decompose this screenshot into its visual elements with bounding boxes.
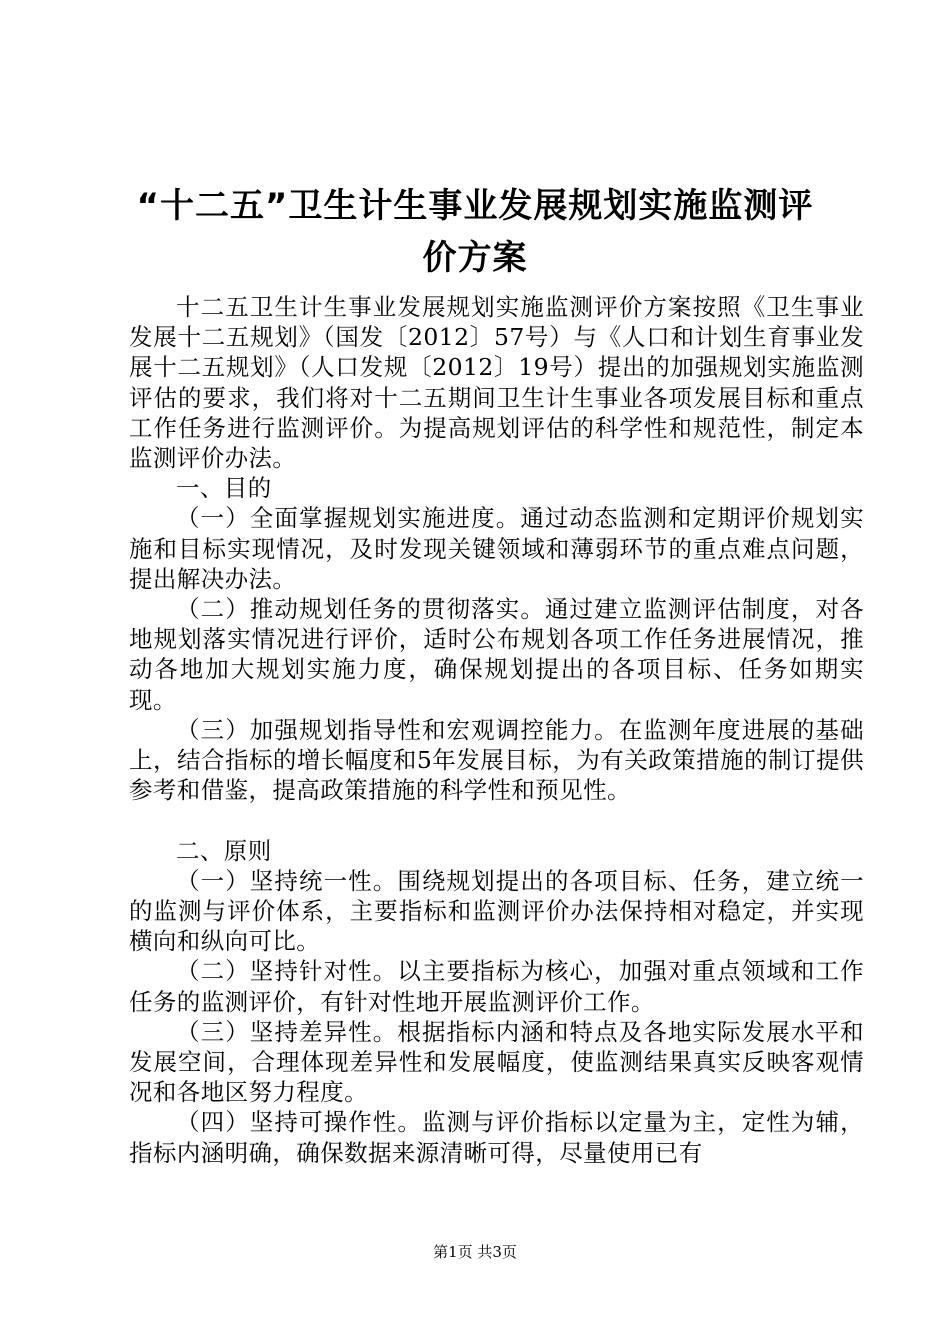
heading-purpose: 一、目的: [176, 474, 272, 503]
paragraph-intro: 十二五卫生计生事业发展规划实施监测评价方案按照《卫生事业发展十二五规划》（国发〔2012〕57号）与《人口和计划生育事业发展十二五规划》（人口发规〔2012〕19号）提出的加强规划实施监测评估的要求，我们将对十二五期间卫生计生事业各项发展目标和重点工作任务进行监测评价。为提高规划评估的科学性和规范性，制定本监测评价办法。: [129, 293, 864, 473]
paragraph-principle-1: （一）坚持统一性。围绕规划提出的各项目标、任务，建立统一的监测与评价体系，主要指标和监测评价办法保持相对稳定，并实现横向和纵向可比。: [129, 866, 864, 956]
paragraph-purpose-3: （三）加强规划指导性和宏观调控能力。在监测年度进展的基础上，结合指标的增长幅度和5年发展目标，为有关政策措施的制订提供参考和借鉴，提高政策措施的科学性和预见性。: [129, 715, 864, 805]
blank-line: [129, 805, 864, 835]
document-body: [129, 292, 864, 1168]
paragraph-principle-2: （二）坚持针对性。以主要指标为核心，加强对重点领域和工作任务的监测评价，有针对性地开展监测评价工作。: [129, 957, 864, 1016]
paragraph-purpose-2: （二）推动规划任务的贯彻落实。通过建立监测评估制度，对各地规划落实情况进行评价，适时公布规划各项工作任务进展情况，推动各地加大规划实施力度，确保规划提出的各项目标、任务如期实现。: [129, 595, 864, 714]
paragraph-purpose-1: （一）全面掌握规划实施进度。通过动态监测和定期评价规划实施和目标实现情况，及时发现关键领域和薄弱环节的重点难点问题，提出解决办法。: [129, 504, 864, 593]
paragraph-principle-3: （三）坚持差异性。根据指标内涵和特点及各地实际发展水平和发展空间，合理体现差异性和发展幅度，使监测结果真实反映客观情况和各地区努力程度。: [129, 1017, 864, 1107]
heading-principles: 二、原则: [176, 836, 272, 865]
document-title-line-1: “十二五”卫生计生事业发展规划实施监测评: [136, 186, 814, 226]
document-title-line-2: 价方案: [422, 238, 528, 278]
page-footer: 第1页 共3页: [433, 1243, 517, 1261]
paragraph-principle-4: （四）坚持可操作性。监测与评价指标以定量为主，定性为辅，指标内涵明确，确保数据来源清晰可得，尽量使用已有: [129, 1108, 864, 1167]
